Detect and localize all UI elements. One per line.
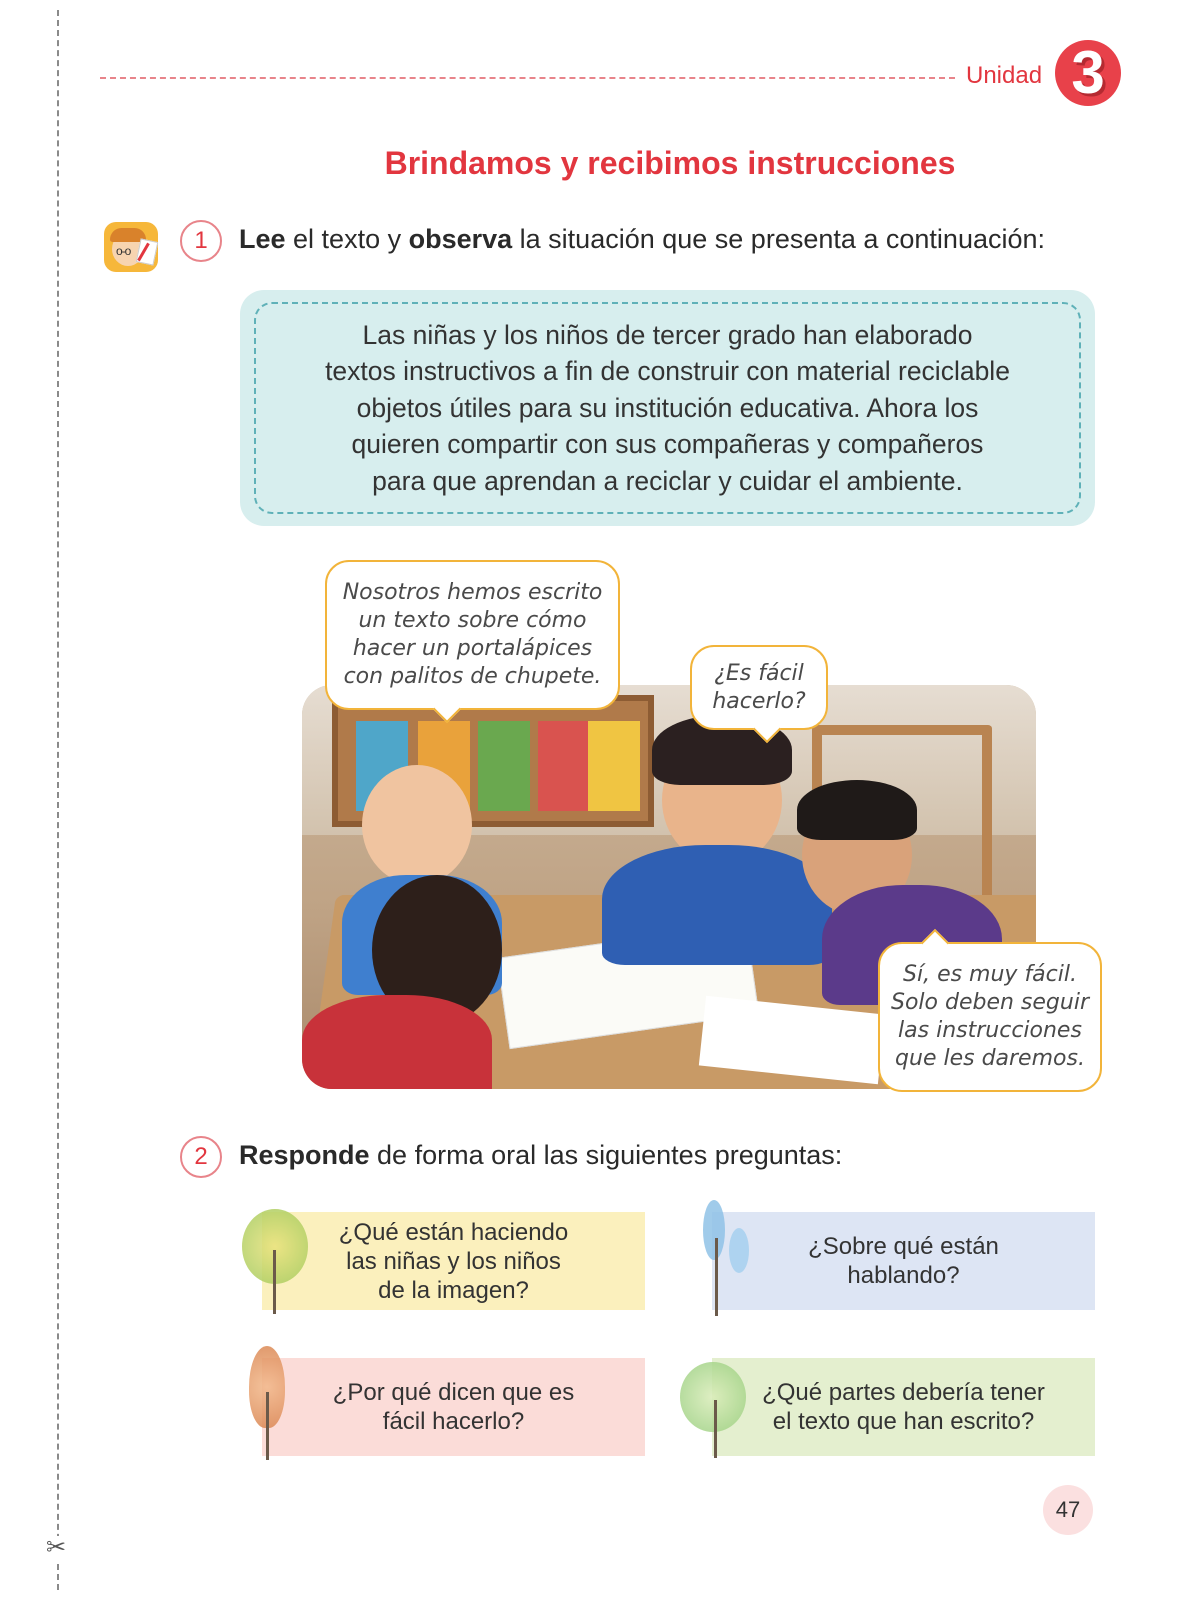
- page-title: Brindamos y recibimos instrucciones: [384, 145, 956, 181]
- green-tree-icon: [678, 1360, 750, 1460]
- speech-bubble-boy: Nosotros hemos escrito un texto sobre cómo hacer un portalápices con palitos de chupete.: [325, 560, 620, 710]
- step-2-number: 2: [180, 1136, 222, 1178]
- orange-tree-icon: [243, 1342, 293, 1462]
- question-card-2: ¿Sobre qué están hablando?: [712, 1212, 1095, 1310]
- yellow-tree-icon: [240, 1205, 310, 1315]
- speech-bubble-girl: ¿Es fácil hacerlo?: [690, 645, 828, 730]
- question-card-1: ¿Qué están haciendo las niñas y los niños de la imagen?: [262, 1212, 645, 1310]
- boy-left: [362, 765, 472, 885]
- step-1-number: 1: [180, 220, 222, 262]
- question-card-4: ¿Qué partes debería tener el texto que han escrito?: [712, 1358, 1095, 1456]
- blue-tree-icon: [695, 1198, 755, 1318]
- girl-center-sweater: [602, 845, 832, 965]
- teacher-icon: o-o: [104, 222, 158, 272]
- unit-number-badge: 3: [1055, 40, 1121, 106]
- page-number: 47: [1043, 1485, 1093, 1535]
- scissors-icon: ✂: [46, 1534, 67, 1561]
- cut-line: [57, 10, 59, 1590]
- header-divider: [100, 77, 955, 79]
- reading-text-box: [240, 290, 1095, 526]
- step-2-instruction: Responde de forma oral las siguientes preguntas:: [239, 1140, 843, 1170]
- reading-text: Las niñas y los niños de tercer grado han elaborado textos instructivos a fin de construir con material reciclable objetos útiles para su institución educativa. Ahora los quieren compartir con sus compañeras y compañeros para que aprendan a reciclar y cuidar el ambiente.: [325, 319, 1010, 496]
- question-card-3: ¿Por qué dicen que es fácil hacerlo?: [262, 1358, 645, 1456]
- speech-bubble-boy-right: Sí, es muy fácil. Solo deben seguir las instrucciones que les daremos.: [878, 942, 1102, 1092]
- girl-front-sweater: [302, 995, 492, 1089]
- boy-right-hair: [797, 780, 917, 840]
- step-1-instruction: Lee el texto y observa la situación que se presenta a continuación:: [239, 224, 1046, 254]
- unit-label: Unidad: [966, 62, 1043, 89]
